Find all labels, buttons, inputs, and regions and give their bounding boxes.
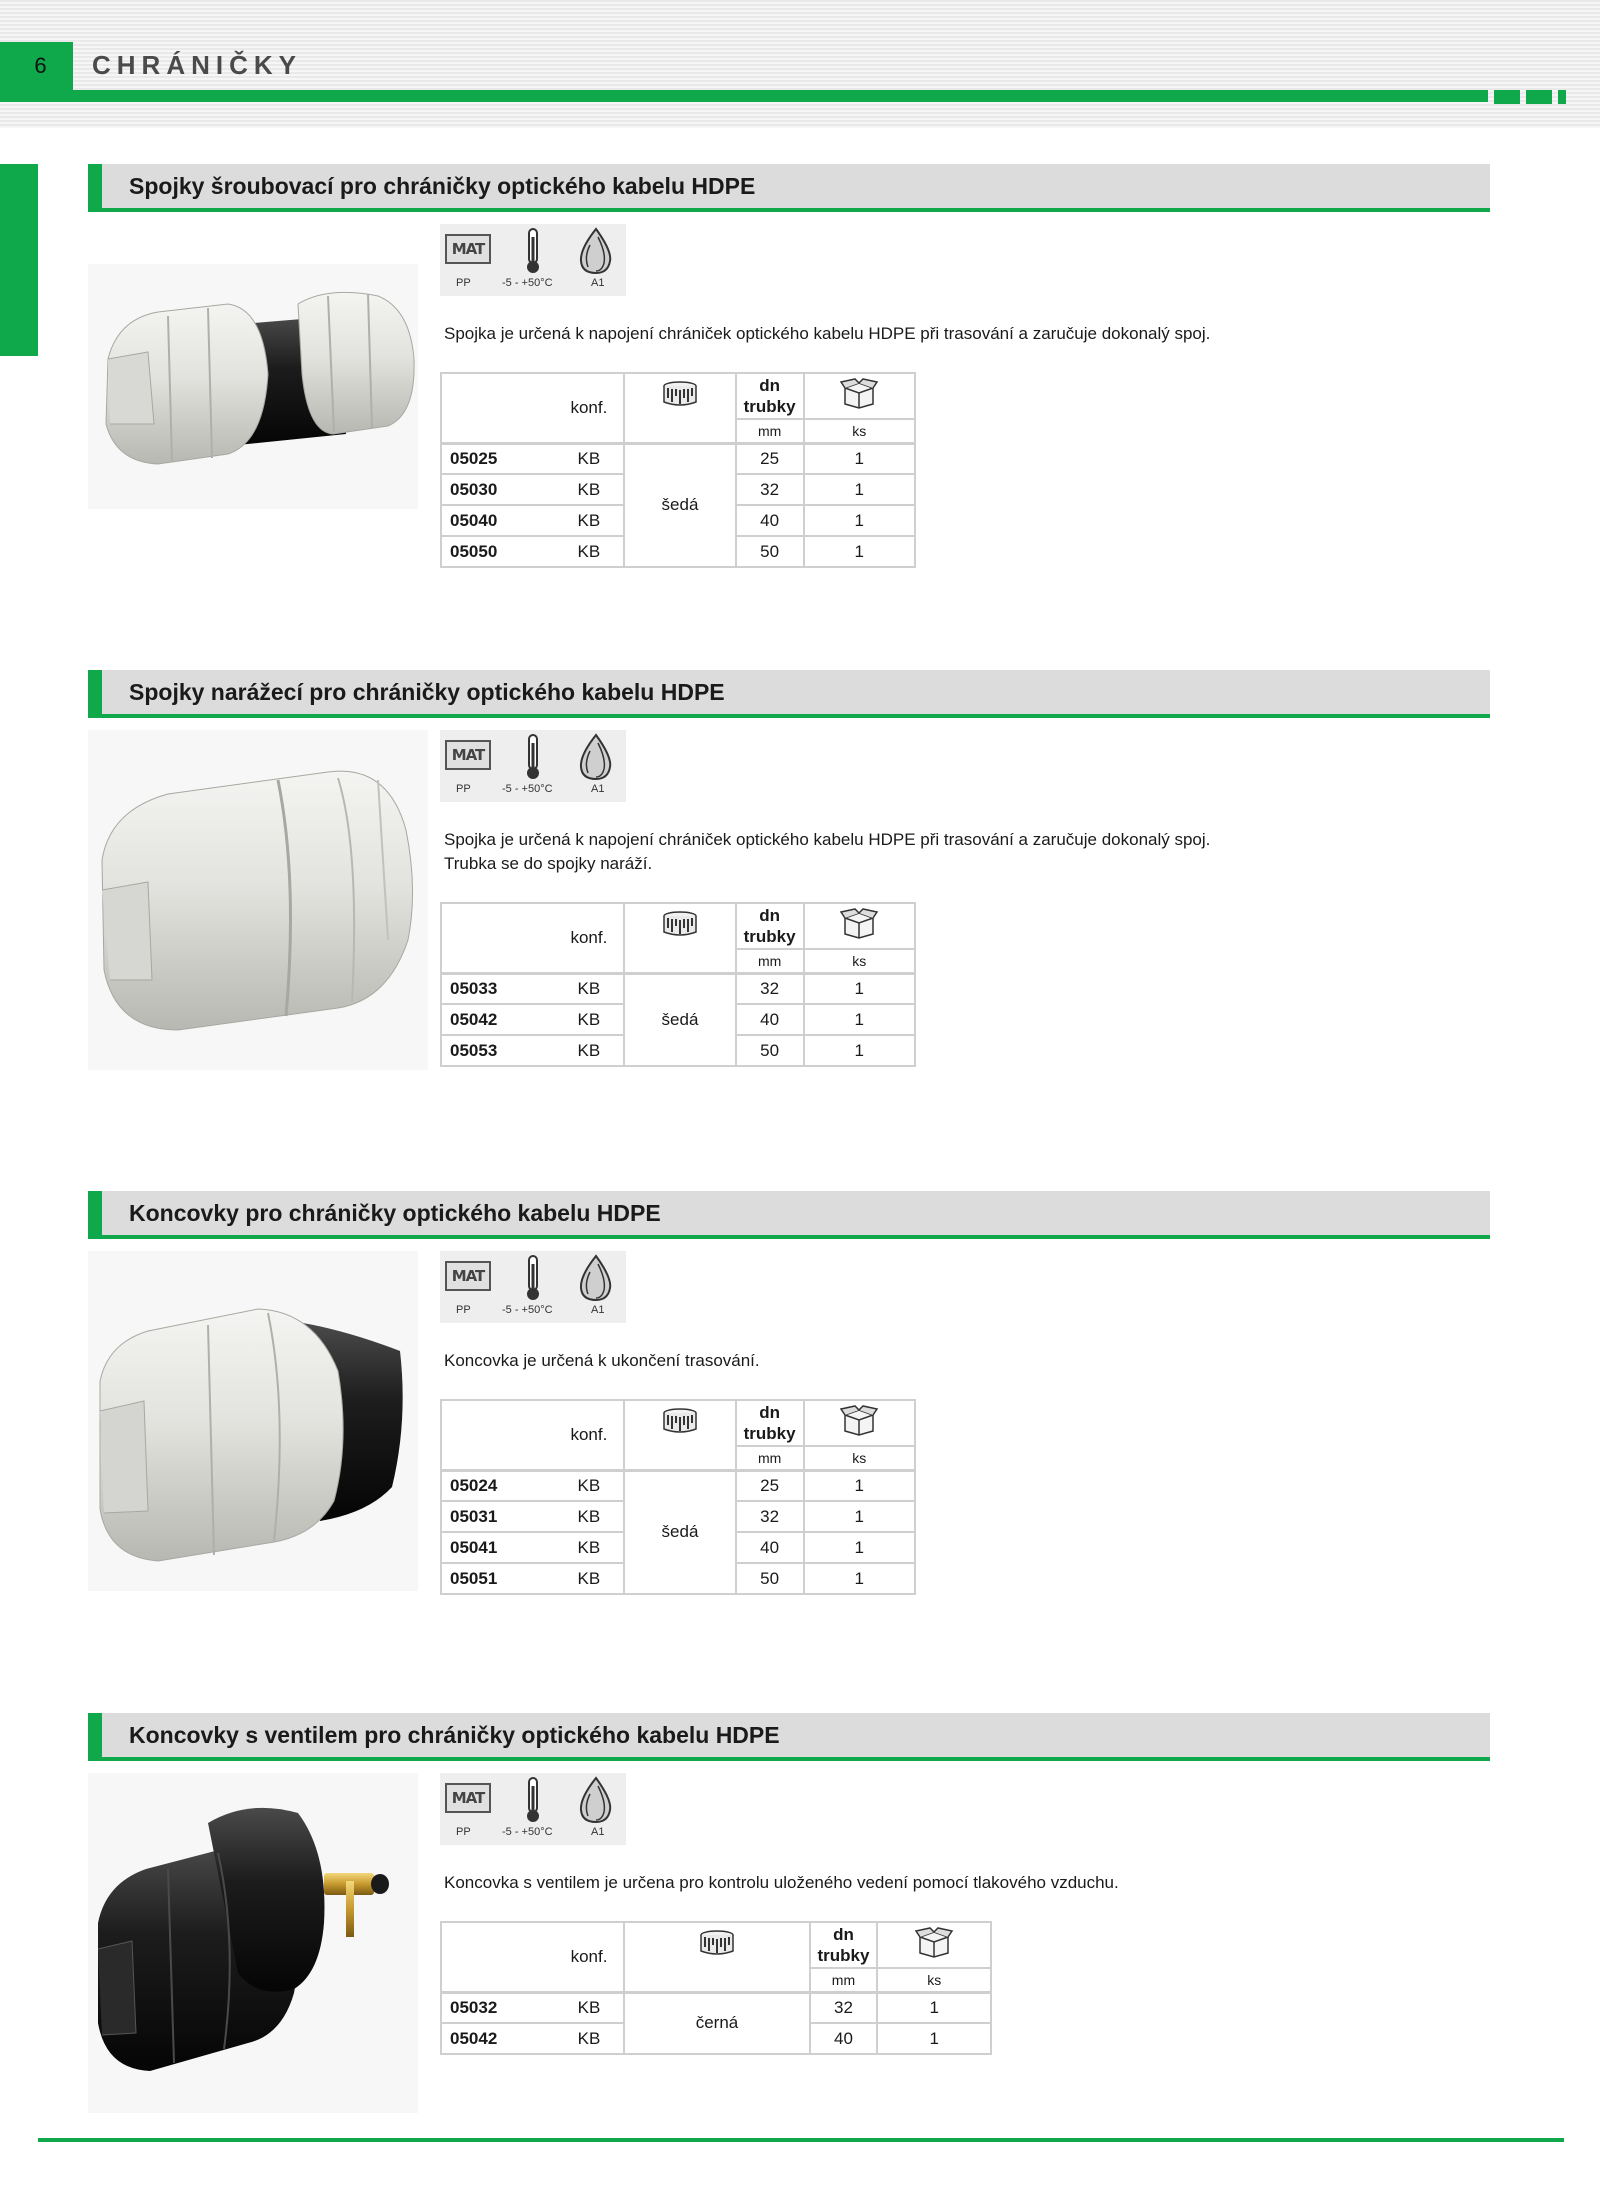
dn-label: dn xyxy=(759,906,780,925)
ks-cell: 1 xyxy=(804,505,915,536)
fire-class-value: A1 xyxy=(591,277,605,289)
konf-cell: KB xyxy=(555,1470,625,1501)
ks-unit: ks xyxy=(804,1446,915,1470)
dn-cell: 40 xyxy=(736,1532,804,1563)
page-number: 6 xyxy=(0,42,73,90)
konf-cell: KB xyxy=(555,1004,625,1035)
dn-header xyxy=(736,903,804,949)
ks-cell: 1 xyxy=(804,474,915,505)
section-title: Koncovky s ventilem pro chráničky optického kabelu HDPE xyxy=(129,1722,780,1748)
ks-cell: 1 xyxy=(804,1563,915,1594)
ks-unit: ks xyxy=(877,1968,991,1992)
paint-bucket-icon xyxy=(662,1407,698,1435)
section-description: Spojka je určená k napojení chrániček optického kabelu HDPE při trasování a zaručuje dokonalý spoj. xyxy=(444,830,1211,849)
valve-end-cap-photo xyxy=(88,1773,418,2113)
table-row xyxy=(441,973,915,1004)
thermometer-icon xyxy=(522,1776,544,1824)
product-code: 05032 xyxy=(441,1992,555,2023)
section-header-accent xyxy=(88,164,102,212)
product-code: 05042 xyxy=(441,2023,555,2054)
fire-class-value: A1 xyxy=(591,1304,605,1316)
screw-coupling-photo xyxy=(88,264,418,509)
trubky-label: trubky xyxy=(743,397,796,416)
color-header xyxy=(624,373,735,443)
header-deco-block xyxy=(1526,90,1552,104)
konf-cell: KB xyxy=(555,1992,625,2023)
product-code: 05031 xyxy=(441,1501,555,1532)
dn-cell: 50 xyxy=(736,536,804,567)
konf-cell: KB xyxy=(555,474,625,505)
box-icon xyxy=(914,1927,954,1959)
dn-cell: 50 xyxy=(736,1563,804,1594)
pack-header xyxy=(804,1400,915,1446)
konf-header: konf. xyxy=(555,1922,625,1992)
color-header xyxy=(624,1400,735,1470)
color-header xyxy=(624,1922,809,1992)
konf-cell: KB xyxy=(555,443,625,474)
chapter-title: CHRÁNIČKY xyxy=(92,50,302,80)
spec-icon-panel xyxy=(440,1251,626,1323)
section-title: Spojky šroubovací pro chráničky optického kabelu HDPE xyxy=(129,173,756,199)
temperature-value: -5 - +50°C xyxy=(502,783,553,795)
section-description: Spojka je určená k napojení chrániček optického kabelu HDPE při trasování a zaručuje dokonalý spoj. xyxy=(444,324,1211,343)
product-code: 05040 xyxy=(441,505,555,536)
product-code: 05025 xyxy=(441,443,555,474)
box-icon xyxy=(839,1405,879,1437)
code-header xyxy=(441,1400,555,1470)
footer-rule xyxy=(38,2138,1564,2142)
section-title: Koncovky pro chráničky optického kabelu HDPE xyxy=(129,1200,661,1226)
header-rule xyxy=(0,90,1488,102)
product-code: 05042 xyxy=(441,1004,555,1035)
konf-cell: KB xyxy=(555,505,625,536)
ks-unit: ks xyxy=(804,419,915,443)
header-deco-block xyxy=(1494,90,1520,104)
product-table xyxy=(440,1399,916,1595)
konf-cell: KB xyxy=(555,1501,625,1532)
konf-cell: KB xyxy=(555,973,625,1004)
ks-unit: ks xyxy=(804,949,915,973)
pack-header xyxy=(804,903,915,949)
material-icon: MAT xyxy=(445,234,491,264)
temperature-value: -5 - +50°C xyxy=(502,1304,553,1316)
dn-cell: 40 xyxy=(736,1004,804,1035)
product-table xyxy=(440,902,916,1067)
fire-class-icon xyxy=(576,1776,618,1824)
konf-cell: KB xyxy=(555,1035,625,1066)
dn-cell: 32 xyxy=(810,1992,878,2023)
dn-cell: 32 xyxy=(736,474,804,505)
dn-header xyxy=(736,1400,804,1446)
dn-label: dn xyxy=(759,376,780,395)
end-cap-photo xyxy=(88,1251,418,1591)
ks-cell: 1 xyxy=(804,443,915,474)
dn-label: dn xyxy=(759,1403,780,1422)
ks-cell: 1 xyxy=(804,1004,915,1035)
push-fit-coupling-photo xyxy=(88,730,428,1070)
konf-header: konf. xyxy=(555,373,625,443)
color-cell: černá xyxy=(624,1992,809,2054)
fire-class-value: A1 xyxy=(591,1826,605,1838)
color-header xyxy=(624,903,735,973)
mm-unit: mm xyxy=(810,1968,878,1992)
section-header xyxy=(88,1713,1490,1761)
material-icon: MAT xyxy=(445,1783,491,1813)
trubky-label: trubky xyxy=(743,927,796,946)
temperature-value: -5 - +50°C xyxy=(502,277,553,289)
spec-icon-panel xyxy=(440,730,626,802)
material-value: PP xyxy=(456,1304,471,1316)
material-value: PP xyxy=(456,277,471,289)
ks-cell: 1 xyxy=(877,2023,991,2054)
dn-header xyxy=(736,373,804,419)
product-code: 05033 xyxy=(441,973,555,1004)
konf-header: konf. xyxy=(555,1400,625,1470)
section-header-accent xyxy=(88,670,102,718)
section-header-accent xyxy=(88,1191,102,1239)
color-cell: šedá xyxy=(624,973,735,1066)
section-header xyxy=(88,164,1490,212)
dn-header xyxy=(810,1922,878,1968)
product-table xyxy=(440,1921,992,2055)
header-deco-block xyxy=(1558,90,1566,104)
konf-header: konf. xyxy=(555,903,625,973)
product-code: 05041 xyxy=(441,1532,555,1563)
thermometer-icon xyxy=(522,733,544,781)
fire-class-icon xyxy=(576,733,618,781)
code-header xyxy=(441,373,555,443)
trubky-label: trubky xyxy=(743,1424,796,1443)
ks-cell: 1 xyxy=(804,536,915,567)
dn-cell: 32 xyxy=(736,973,804,1004)
table-row xyxy=(441,1470,915,1501)
mm-unit: mm xyxy=(736,1446,804,1470)
paint-bucket-icon xyxy=(699,1929,735,1957)
fire-class-icon xyxy=(576,227,618,275)
product-code: 05051 xyxy=(441,1563,555,1594)
section-header-accent xyxy=(88,1713,102,1761)
dn-label: dn xyxy=(833,1925,854,1944)
dn-cell: 40 xyxy=(810,2023,878,2054)
pack-header xyxy=(877,1922,991,1968)
ks-cell: 1 xyxy=(804,1035,915,1066)
product-code: 05053 xyxy=(441,1035,555,1066)
dn-cell: 25 xyxy=(736,443,804,474)
thermometer-icon xyxy=(522,1254,544,1302)
section-header xyxy=(88,670,1490,718)
material-icon: MAT xyxy=(445,1261,491,1291)
section-description: Koncovka je určená k ukončení trasování. xyxy=(444,1351,760,1370)
product-code: 05050 xyxy=(441,536,555,567)
konf-cell: KB xyxy=(555,536,625,567)
ks-cell: 1 xyxy=(804,973,915,1004)
section-description: Koncovka s ventilem je určena pro kontrolu uloženého vedení pomocí tlakového vzduchu. xyxy=(444,1873,1119,1892)
product-table xyxy=(440,372,916,568)
product-code: 05024 xyxy=(441,1470,555,1501)
spec-icon-panel xyxy=(440,224,626,296)
spec-icon-panel xyxy=(440,1773,626,1845)
dn-cell: 32 xyxy=(736,1501,804,1532)
section-title: Spojky narážecí pro chráničky optického kabelu HDPE xyxy=(129,679,725,705)
code-header xyxy=(441,1922,555,1992)
mm-unit: mm xyxy=(736,949,804,973)
dn-cell: 40 xyxy=(736,505,804,536)
dn-cell: 25 xyxy=(736,1470,804,1501)
trubky-label: trubky xyxy=(817,1946,870,1965)
ks-cell: 1 xyxy=(804,1470,915,1501)
ks-cell: 1 xyxy=(804,1501,915,1532)
ks-cell: 1 xyxy=(877,1992,991,2023)
paint-bucket-icon xyxy=(662,380,698,408)
thermometer-icon xyxy=(522,227,544,275)
color-cell: šedá xyxy=(624,1470,735,1594)
material-value: PP xyxy=(456,1826,471,1838)
mm-unit: mm xyxy=(736,419,804,443)
box-icon xyxy=(839,378,879,410)
konf-cell: KB xyxy=(555,1563,625,1594)
color-cell: šedá xyxy=(624,443,735,567)
code-header xyxy=(441,903,555,973)
fire-class-icon xyxy=(576,1254,618,1302)
material-value: PP xyxy=(456,783,471,795)
section-header xyxy=(88,1191,1490,1239)
table-row xyxy=(441,443,915,474)
material-icon: MAT xyxy=(445,740,491,770)
table-row xyxy=(441,1992,991,2023)
box-icon xyxy=(839,908,879,940)
side-accent-bar xyxy=(0,164,38,356)
section-description-2: Trubka se do spojky naráží. xyxy=(444,854,653,873)
fire-class-value: A1 xyxy=(591,783,605,795)
ks-cell: 1 xyxy=(804,1532,915,1563)
konf-cell: KB xyxy=(555,2023,625,2054)
pack-header xyxy=(804,373,915,419)
paint-bucket-icon xyxy=(662,910,698,938)
dn-cell: 50 xyxy=(736,1035,804,1066)
konf-cell: KB xyxy=(555,1532,625,1563)
product-code: 05030 xyxy=(441,474,555,505)
temperature-value: -5 - +50°C xyxy=(502,1826,553,1838)
